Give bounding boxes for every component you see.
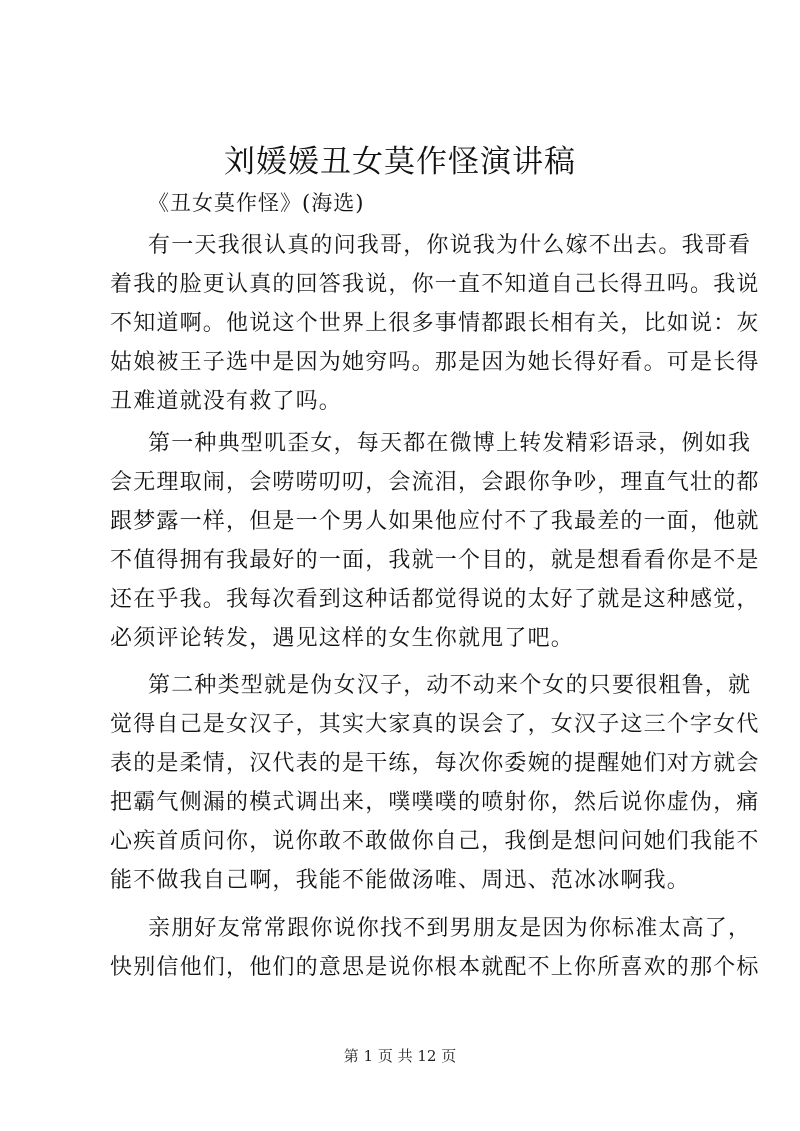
paragraph-line: 丑难道就没有救了吗。 bbox=[110, 389, 343, 414]
paragraph-line: 心疾首质问你，说你敢不敢做你自己，我倒是想问问她们我能不 bbox=[110, 829, 760, 854]
page-number-label: 第 1 页 共 12 页 bbox=[343, 1047, 457, 1065]
paragraph-line: 必须评论转发，遇见这样的女生你就甩了吧。 bbox=[110, 626, 575, 651]
paragraph-line: 有一天我很认真的问我哥，你说我为什么嫁不出去。我哥看 bbox=[148, 233, 752, 258]
paragraph-line: 姑娘被王子选中是因为她穷吗。那是因为她长得好看。可是长得 bbox=[110, 350, 760, 375]
paragraph-line: 快别信他们，他们的意思是说你根本就配不上你所喜欢的那个标 bbox=[110, 955, 760, 980]
paragraph-line: 觉得自己是女汉子，其实大家真的误会了，女汉子这三个字女代 bbox=[110, 712, 760, 737]
paragraph-line: 第一种典型叽歪女，每天都在微博上转发精彩语录，例如我 bbox=[148, 431, 752, 456]
document-subtitle: 《丑女莫作怪》(海选) bbox=[148, 191, 365, 215]
paragraph-2 bbox=[110, 424, 760, 658]
paragraph-line: 着我的脸更认真的回答我说，你一直不知道自己长得丑吗。我说 bbox=[110, 272, 760, 297]
paragraph-line: 跟梦露一样，但是一个男人如果他应付不了我最差的一面，他就 bbox=[110, 509, 760, 534]
paragraph-3 bbox=[110, 666, 760, 900]
paragraph-line: 会无理取闹，会唠唠叨叨，会流泪，会跟你争吵，理直气壮的都 bbox=[110, 470, 760, 495]
paragraph-line: 第二种类型就是伪女汉子，动不动来个女的只要很粗鲁，就 bbox=[148, 673, 752, 698]
paragraph-line: 亲朋好友常常跟你说你找不到男朋友是因为你标准太高了， bbox=[148, 916, 752, 941]
paragraph-line: 能不做我自己啊，我能不能做汤唯、周迅、范冰冰啊我。 bbox=[110, 868, 691, 893]
paragraph-line: 把霸气侧漏的模式调出来，噗噗噗的喷射你，然后说你虚伪，痛 bbox=[110, 790, 760, 815]
page-footer bbox=[0, 1046, 800, 1066]
paragraph-1 bbox=[110, 226, 760, 421]
paragraph-4 bbox=[110, 909, 760, 987]
paragraph-line: 还在乎我。我每次看到这种话都觉得说的太好了就是这种感觉， bbox=[110, 587, 760, 612]
document-title: 刘媛媛丑女莫作怪演讲稿 bbox=[224, 144, 576, 180]
paragraph-line: 不值得拥有我最好的一面，我就一个目的，就是想看看你是不是 bbox=[110, 548, 760, 573]
paragraph-line: 不知道啊。他说这个世界上很多事情都跟长相有关，比如说：灰 bbox=[110, 311, 760, 336]
paragraph-line: 表的是柔情，汉代表的是干练，每次你委婉的提醒她们对方就会 bbox=[110, 751, 760, 776]
